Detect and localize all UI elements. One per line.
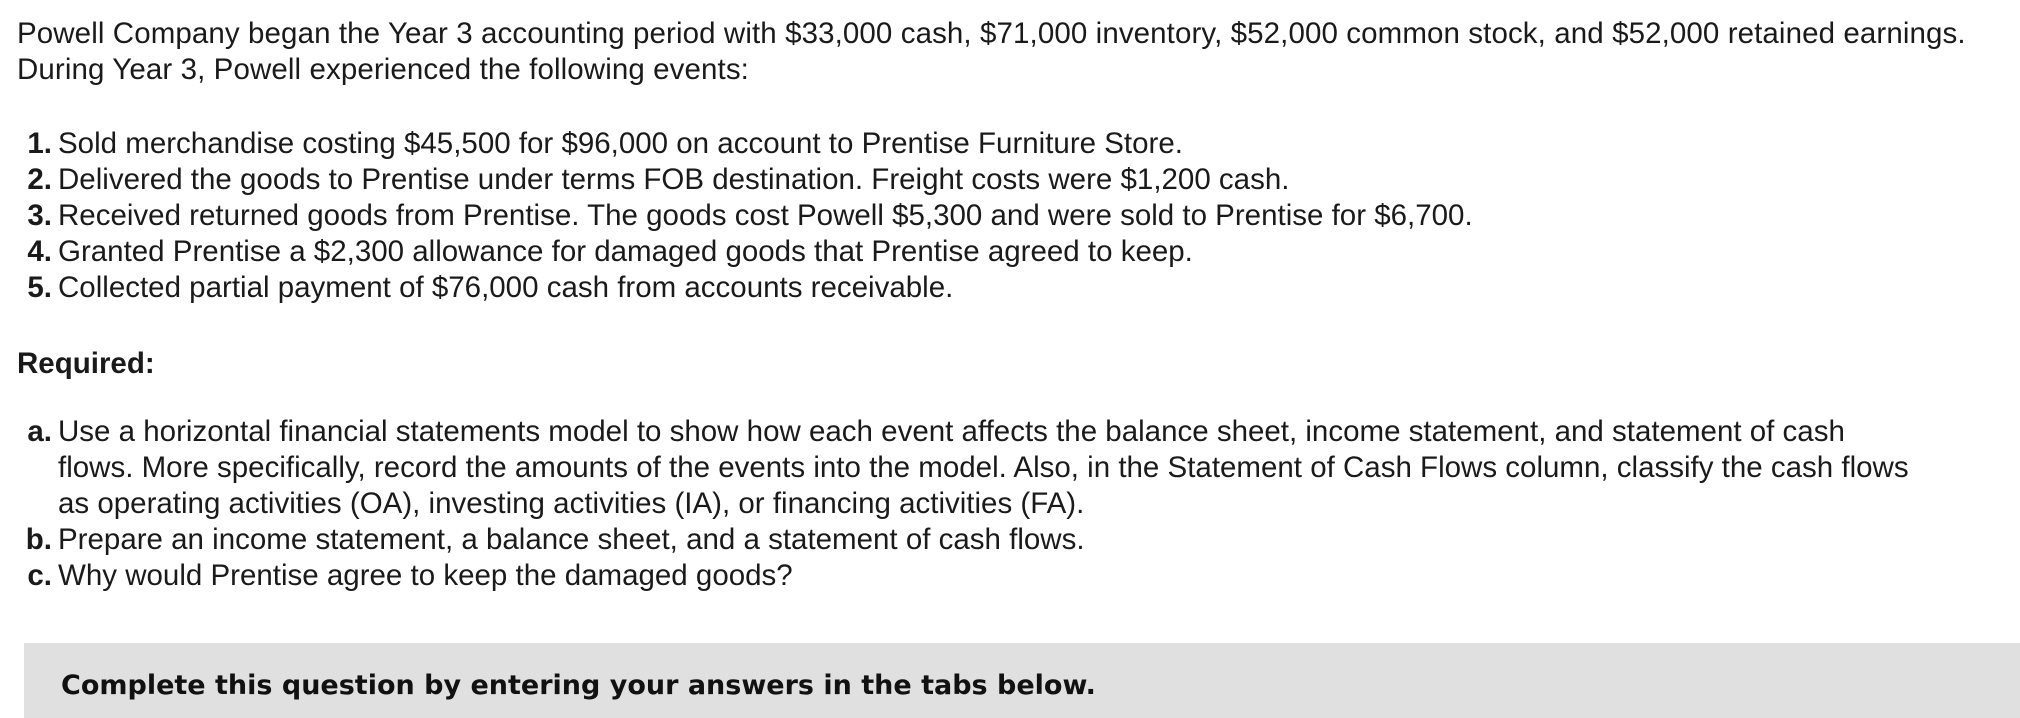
- event-text: Granted Prentise a $2,300 allowance for damaged goods that Prentise agreed to keep.: [58, 235, 1193, 268]
- problem-intro: Powell Company began the Year 3 accounting period with $33,000 cash, $71,000 inventory, $52,000 common stock, and $52,000 retained earnings. During Year 3, Powell experienced the following events:: [17, 17, 1966, 86]
- event-text: Received returned goods from Prentise. The goods cost Powell $5,300 and were sold to Prentise for $6,700.: [58, 199, 1473, 232]
- event-item: [17, 126, 1997, 162]
- event-item: [17, 270, 1997, 306]
- event-number: 2.: [27, 163, 52, 196]
- requirement-item: [17, 414, 1917, 522]
- event-number: 4.: [27, 235, 52, 268]
- requirement-letter: b.: [25, 523, 52, 556]
- event-item: [17, 198, 1997, 234]
- event-number: 1.: [27, 127, 52, 160]
- requirement-text: Why would Prentise agree to keep the damaged goods?: [58, 559, 793, 592]
- event-number: 3.: [27, 199, 52, 232]
- requirement-letter: a.: [27, 415, 52, 448]
- event-text: Collected partial payment of $76,000 cash from accounts receivable.: [58, 271, 954, 304]
- problem-statement: [17, 16, 1997, 594]
- event-text: Sold merchandise costing $45,500 for $96,000 on account to Prentise Furniture Store.: [58, 127, 1183, 160]
- requirement-letter: c.: [27, 559, 52, 592]
- event-text: Delivered the goods to Prentise under terms FOB destination. Freight costs were $1,200 cash.: [58, 163, 1290, 196]
- requirement-text: Prepare an income statement, a balance sheet, and a statement of cash flows.: [58, 523, 1085, 556]
- event-number: 5.: [27, 271, 52, 304]
- requirement-text: Use a horizontal financial statements model to show how each event affects the balance sheet, income statement, and statement of cash flows. More specifically, record the amounts of the events into the model. Also, in the Statement of Cash Flows column, classify the cash flows as operating activities (OA), investing activities (IA), or financing activities (FA).: [58, 415, 1909, 520]
- events-list: [17, 126, 1997, 306]
- instruction-bar: [24, 643, 2020, 718]
- instruction-text: Complete this question by entering your answers in the tabs below.: [61, 670, 1096, 701]
- event-item: [17, 234, 1997, 270]
- requirement-item: [17, 558, 1917, 594]
- event-item: [17, 162, 1997, 198]
- required-heading: Required:: [17, 347, 155, 380]
- requirements-list: [17, 414, 1917, 594]
- requirement-item: [17, 522, 1917, 558]
